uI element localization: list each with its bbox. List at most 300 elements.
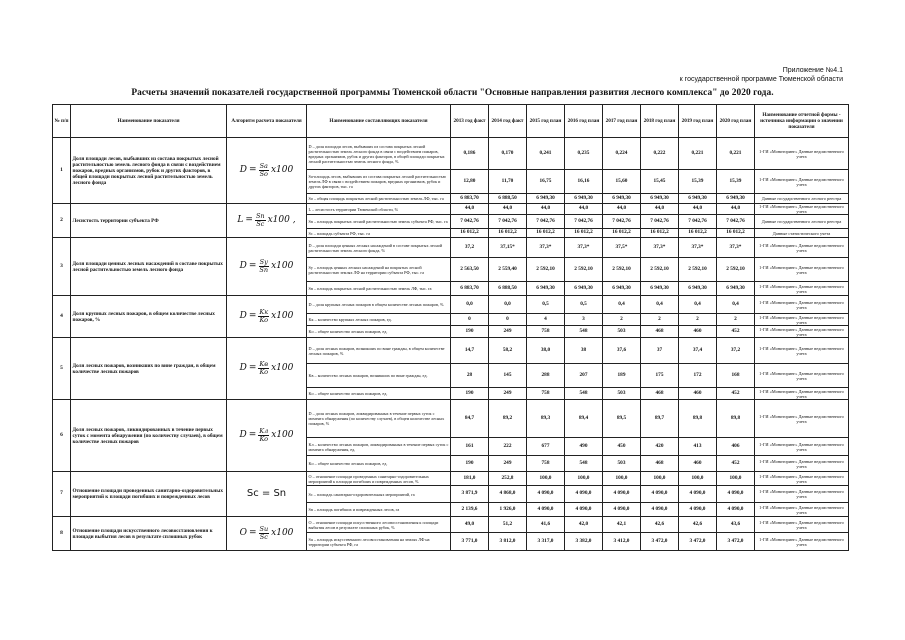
formula xyxy=(240,361,294,376)
formula-equals: = xyxy=(245,214,253,225)
value-cell: 6 949,30 xyxy=(527,282,565,296)
value-cell: 548 xyxy=(565,456,603,472)
value-cell: 16 012,2 xyxy=(527,229,565,238)
value-cell: 222 xyxy=(489,438,527,456)
value-cell: 89,8 xyxy=(717,400,755,438)
value-cell: 6 949,30 xyxy=(527,194,565,204)
value-cell: 89,8 xyxy=(679,400,717,438)
formula-numerator: Kв xyxy=(259,360,269,368)
value-cell: 2 xyxy=(641,314,679,326)
formula-fraction xyxy=(258,428,269,443)
source-form: 1-ГИ «Мониторинг» Данные ведомственного учета xyxy=(755,438,849,456)
header-num: № п/п xyxy=(53,105,71,138)
value-cell: 37,2 xyxy=(451,238,489,258)
formula-lhs: O xyxy=(239,527,247,538)
table-row xyxy=(53,338,849,364)
value-cell: 2 592,10 xyxy=(527,258,565,282)
value-cell: 0,4 xyxy=(603,296,641,314)
row-number: 7 xyxy=(53,472,71,517)
value-cell: 6 949,30 xyxy=(565,194,603,204)
value-cell: 161 xyxy=(451,438,489,456)
value-cell: 100,0 xyxy=(717,472,755,486)
formula-denominator: Sc xyxy=(259,533,268,541)
source-form: 1-ГИ «Мониторинг» Данные ведомственного учета xyxy=(755,338,849,364)
header-2018: 2018 год план xyxy=(641,105,679,138)
value-cell: 0,222 xyxy=(641,138,679,170)
algorithm-formula xyxy=(227,238,307,296)
source-form: 1-ГИ «Мониторинг» Данные ведомственного учета xyxy=(755,138,849,170)
source-form: 1-ГИ «Мониторинг» Данные ведомственного учета xyxy=(755,503,849,517)
header-2013: 2013 год факт xyxy=(451,105,489,138)
formula-denominator: Ko xyxy=(259,435,269,443)
value-cell: 44,0 xyxy=(451,204,489,215)
value-cell: 406 xyxy=(717,438,755,456)
value-cell: 100,0 xyxy=(565,472,603,486)
value-cell: 3 412,0 xyxy=(603,533,641,551)
value-cell: 16 012,2 xyxy=(717,229,755,238)
value-cell: 7 042,76 xyxy=(527,215,565,229)
value-cell: 420 xyxy=(641,438,679,456)
value-cell: 37,3* xyxy=(527,238,565,258)
value-cell: 4 090,0 xyxy=(717,503,755,517)
component-name: So – общая площадь покрытых лесной растительностью земель ЛФ, тыс. га xyxy=(307,194,451,204)
value-cell: 468 xyxy=(641,388,679,400)
indicator-name: Доля лесных пожаров, ликвидированных в течение первых суток с момента обнаружения (по количеству случаев), в общем количестве лесных пожаров xyxy=(71,400,227,472)
value-cell: 7 042,76 xyxy=(603,215,641,229)
component-name: O – отношение площади проведенных санитарно-оздоровительных мероприятий к площади погибших и поврежденных лесов, % xyxy=(307,472,451,486)
value-cell: 3 317,0 xyxy=(527,533,565,551)
formula-fraction xyxy=(259,526,270,541)
formula-lhs: D xyxy=(239,260,247,271)
formula-numerator: Sy xyxy=(259,258,268,266)
value-cell: 15,60 xyxy=(603,170,641,194)
algorithm-formula xyxy=(227,517,307,551)
algorithm-formula xyxy=(227,400,307,472)
formula-denominator: Ko xyxy=(259,316,269,324)
value-cell: 6 949,30 xyxy=(565,282,603,296)
value-cell: 44,0 xyxy=(565,204,603,215)
header-indicator: Наименование показателя xyxy=(71,105,227,138)
value-cell: 3 xyxy=(565,314,603,326)
value-cell: 6 949,30 xyxy=(679,194,717,204)
formula-fraction xyxy=(258,259,269,274)
source-form: 1-ГИ «Мониторинг» Данные ведомственного учета xyxy=(755,258,849,282)
value-cell: 413 xyxy=(679,438,717,456)
source-form: 1-ГИ «Мониторинг» Данные ведомственного учета xyxy=(755,296,849,314)
algorithm-formula xyxy=(227,296,307,338)
value-cell: 4 090,0 xyxy=(527,503,565,517)
formula-denominator: Ko xyxy=(259,368,269,376)
value-cell: 758 xyxy=(527,456,565,472)
formula-fraction xyxy=(258,361,269,376)
value-cell: 190 xyxy=(451,388,489,400)
source-form: Данные государственного лесного реестра xyxy=(755,215,849,229)
value-cell: 249 xyxy=(489,388,527,400)
value-cell: 4 090,0 xyxy=(641,486,679,503)
component-name: Sn – площадь покрытых лесной растительностью земель субъекта РФ, тыс. га xyxy=(307,215,451,229)
value-cell: 677 xyxy=(527,438,565,456)
value-cell: 0,186 xyxy=(451,138,489,170)
value-cell: 3 472,0 xyxy=(717,533,755,551)
value-cell: 84,7 xyxy=(451,400,489,438)
value-cell: 0,221 xyxy=(717,138,755,170)
value-cell: 249 xyxy=(489,456,527,472)
value-cell: 2 592,10 xyxy=(641,258,679,282)
value-cell: 452 xyxy=(717,456,755,472)
source-form: 1-ГИ «Мониторинг» Данные ведомственного учета xyxy=(755,517,849,533)
row-number: 2 xyxy=(53,204,71,238)
formula-equals: = xyxy=(248,260,257,271)
value-cell: 4 090,0 xyxy=(641,503,679,517)
value-cell: 4 090,0 xyxy=(717,486,755,503)
indicator-name: Доля лесных пожаров, возникших по вине граждан, в общем количестве лесных пожаров xyxy=(71,338,227,400)
value-cell: 6 949,30 xyxy=(717,282,755,296)
value-cell: 0,170 xyxy=(489,138,527,170)
component-name: O – отношение площади искусственного лесовосстановления к площади выбытия лесов в результате сплошных рубок, % xyxy=(307,517,451,533)
value-cell: 6 883,70 xyxy=(451,194,489,204)
value-cell: 16 012,2 xyxy=(641,229,679,238)
value-cell: 42,6 xyxy=(641,517,679,533)
value-cell: 37,4 xyxy=(679,338,717,364)
value-cell: 2 559,40 xyxy=(489,258,527,282)
value-cell: 758 xyxy=(527,388,565,400)
value-cell: 548 xyxy=(565,388,603,400)
value-cell: 2 563,50 xyxy=(451,258,489,282)
source-form: 1-ГИ «Мониторинг» Данные ведомственного учета xyxy=(755,472,849,486)
formula-multiplier: x100 xyxy=(271,527,294,538)
component-name: D – доля площади ценных лесных насаждений в составе покрытых лесной растительностью земель лесного фонда, % xyxy=(307,238,451,258)
component-name: Kв – количество лесных пожаров, возникших по вине граждан, ед. xyxy=(307,364,451,388)
component-name: Su – площадь искусственного лесовосстановления на землях ЛФ на территории субъекта РФ, га xyxy=(307,533,451,551)
value-cell: 2 592,10 xyxy=(679,258,717,282)
component-name: L – лесистость территории Тюменской области, % xyxy=(307,204,451,215)
value-cell: 7 042,76 xyxy=(451,215,489,229)
formula-multiplier: x100 xyxy=(271,362,294,373)
value-cell: 16 012,2 xyxy=(489,229,527,238)
value-cell: 44,0 xyxy=(641,204,679,215)
value-cell: 100,0 xyxy=(603,472,641,486)
value-cell: 6 949,30 xyxy=(603,194,641,204)
value-cell: 460 xyxy=(679,326,717,338)
header-components: Наименование составляющих показателя xyxy=(307,105,451,138)
formula-denominator: Sn xyxy=(259,266,269,274)
value-cell: 1 926,0 xyxy=(489,503,527,517)
formula xyxy=(240,163,293,178)
value-cell: 7 042,76 xyxy=(489,215,527,229)
value-cell: 6 888,50 xyxy=(489,282,527,296)
formula-numerator: Kл xyxy=(259,427,269,435)
header-2020: 2020 год план xyxy=(717,105,755,138)
formula-denominator: So xyxy=(259,170,268,178)
value-cell: 4 090,0 xyxy=(565,503,603,517)
value-cell: 503 xyxy=(603,388,641,400)
source-form: 1-ГИ «Мониторинг» Данные ведомственного учета xyxy=(755,314,849,326)
appendix-line-1: Приложение №4.1 xyxy=(782,67,843,74)
appendix-note xyxy=(680,66,843,84)
value-cell: 0,224 xyxy=(603,138,641,170)
formula-fraction xyxy=(259,163,269,178)
source-form: 1-ГИ «Мониторинг» Данные ведомственного учета xyxy=(755,326,849,338)
header-2016: 2016 год план xyxy=(565,105,603,138)
value-cell: 3 382,0 xyxy=(565,533,603,551)
value-cell: 42,1 xyxy=(603,517,641,533)
value-cell: 0,221 xyxy=(679,138,717,170)
value-cell: 4 xyxy=(527,314,565,326)
value-cell: 12,80 xyxy=(451,170,489,194)
formula-lhs: D xyxy=(239,362,247,373)
value-cell: 51,2 xyxy=(489,517,527,533)
value-cell: 37,2 xyxy=(717,338,755,364)
value-cell: 0,241 xyxy=(527,138,565,170)
value-cell: 7 042,76 xyxy=(641,215,679,229)
value-cell: 0,4 xyxy=(679,296,717,314)
row-number: 3 xyxy=(53,238,71,296)
value-cell: 252,8 xyxy=(489,472,527,486)
value-cell: 6 949,30 xyxy=(679,282,717,296)
value-cell: 89,5 xyxy=(603,400,641,438)
value-cell: 452 xyxy=(717,388,755,400)
value-cell: 89,7 xyxy=(641,400,679,438)
value-cell: 503 xyxy=(603,326,641,338)
source-form: 1-ГИ «Мониторинг» Данные ведомственного учета xyxy=(755,364,849,388)
value-cell: 468 xyxy=(641,326,679,338)
source-form: 1-ГИ «Мониторинг» Данные ведомственного учета xyxy=(755,456,849,472)
table-row xyxy=(53,138,849,170)
value-cell: 14,7 xyxy=(451,338,489,364)
value-cell: 89,2 xyxy=(489,400,527,438)
value-cell: 44,0 xyxy=(717,204,755,215)
formula xyxy=(240,526,294,541)
formula-numerator: Sa xyxy=(259,162,268,170)
value-cell: 15,45 xyxy=(641,170,679,194)
indicator-name: Доля крупных лесных пожаров, в общем количестве лесных пожаров, % xyxy=(71,296,227,338)
appendix-line-2: к государственной программе Тюменской области xyxy=(679,76,843,83)
value-cell: 38 xyxy=(565,338,603,364)
value-cell: 4 868,0 xyxy=(489,486,527,503)
value-cell: 16,16 xyxy=(565,170,603,194)
value-cell: 3 812,0 xyxy=(489,533,527,551)
source-form: 1-ГИ «Мониторинг» Данные ведомственного учета xyxy=(755,170,849,194)
value-cell: 43,6 xyxy=(717,517,755,533)
value-cell: 0 xyxy=(489,314,527,326)
component-name: Sy – площадь ценных лесных насаждений на покрытых лесной растительностью землях ЛФ на территории субъекта РФ, тыс. га xyxy=(307,258,451,282)
value-cell: 6 949,30 xyxy=(603,282,641,296)
value-cell: 37 xyxy=(641,338,679,364)
value-cell: 0,0 xyxy=(489,296,527,314)
value-cell: 548 xyxy=(565,326,603,338)
value-cell: 6 949,30 xyxy=(641,194,679,204)
algorithm-formula xyxy=(227,338,307,400)
value-cell: 758 xyxy=(527,326,565,338)
value-cell: 460 xyxy=(679,388,717,400)
value-cell: 37,3* xyxy=(641,238,679,258)
value-cell: 189 xyxy=(603,364,641,388)
value-cell: 16 012,2 xyxy=(679,229,717,238)
value-cell: 0,0 xyxy=(451,296,489,314)
row-number: 1 xyxy=(53,138,71,204)
component-name: Sc – площадь санитарно-оздоровительных мероприятий, га xyxy=(307,486,451,503)
value-cell: 41,6 xyxy=(527,517,565,533)
algorithm-formula xyxy=(227,138,307,204)
algorithm-formula xyxy=(227,204,307,238)
row-number: 5 xyxy=(53,338,71,400)
formula xyxy=(237,213,295,228)
value-cell: 2 592,10 xyxy=(717,258,755,282)
value-cell: 172 xyxy=(679,364,717,388)
component-name: Kл – количество лесных пожаров, ликвидированных в течение первых суток с момента обнаружения, ед. xyxy=(307,438,451,456)
value-cell: 16 012,2 xyxy=(451,229,489,238)
value-cell: 460 xyxy=(679,456,717,472)
component-name: Sc – площадь субъекта РФ, тыс. га xyxy=(307,229,451,238)
value-cell: 37,5* xyxy=(603,238,641,258)
formula-lhs: D xyxy=(239,429,247,440)
value-cell: 100,0 xyxy=(527,472,565,486)
formula-text: Sc = Sn xyxy=(246,487,287,499)
value-cell: 89,3 xyxy=(527,400,565,438)
value-cell: 16 012,2 xyxy=(603,229,641,238)
formula-lhs: L xyxy=(237,214,244,225)
indicators-table xyxy=(52,104,849,551)
value-cell: 490 xyxy=(565,438,603,456)
value-cell: 2 xyxy=(603,314,641,326)
component-name: Sa-площадь лесов, выбывших из состава покрытых лесной растительностью земель ЛФ в связи с воздействием пожаров, вредных организмов, рубок и других факторов, тыс. га xyxy=(307,170,451,194)
formula xyxy=(240,259,294,274)
indicator-name: Доля площади лесов, выбывших из состава покрытых лесной растительностью земель лесного фонда в связи с воздействием пожаров, вредных организмов, рубок и других факторов, в общей площади покрытых лесной растительностью земель лесного фонда xyxy=(71,138,227,204)
table-row xyxy=(53,517,849,533)
source-form: 1-ГИ «Мониторинг» Данные ведомственного учета xyxy=(755,400,849,438)
value-cell: 100,0 xyxy=(641,472,679,486)
value-cell: 181,0 xyxy=(451,472,489,486)
table-body xyxy=(53,138,849,551)
value-cell: 4 090,0 xyxy=(603,486,641,503)
indicator-name: Доля площади ценных лесных насаждений в составе покрытых лесной растительностью земель лесного фонда xyxy=(71,238,227,296)
component-name: Ko – общее количество лесных пожаров, ед. xyxy=(307,456,451,472)
value-cell: 7 042,76 xyxy=(565,215,603,229)
table-header-row xyxy=(53,105,849,138)
formula-equals: = xyxy=(248,527,257,538)
row-number: 6 xyxy=(53,400,71,472)
value-cell: 3 472,0 xyxy=(641,533,679,551)
formula-equals: = xyxy=(248,362,257,373)
component-name: D – доля площади лесов, выбывших из состава покрытых лесной растительностью земель лесного фонда в связи с воздействием пожаров, вредных организмов, рубок и других факторов, в общей площади покрытых лесной растительностью земель лесного фонда, % xyxy=(307,138,451,170)
value-cell: 0,4 xyxy=(717,296,755,314)
value-cell: 4 090,0 xyxy=(679,503,717,517)
value-cell: 89,4 xyxy=(565,400,603,438)
component-name: Sn – площадь погибших и поврежденных лесов, га xyxy=(307,503,451,517)
value-cell: 0,5 xyxy=(527,296,565,314)
formula xyxy=(240,309,294,324)
formula-denominator: Sc xyxy=(256,220,265,228)
formula xyxy=(239,428,293,443)
table-row xyxy=(53,204,849,215)
row-number: 4 xyxy=(53,296,71,338)
value-cell: 168 xyxy=(717,364,755,388)
formula-multiplier: x100 xyxy=(271,310,294,321)
formula-equals: = xyxy=(248,429,257,440)
indicator-name: Отношение площади проведенных санитарно-оздоровительных мероприятий к площади погибших и поврежденных лесов xyxy=(71,472,227,517)
source-form: Данные статистического учета xyxy=(755,229,849,238)
value-cell: 4 090,0 xyxy=(603,503,641,517)
component-name: D – доля лесных пожаров, возникших по вине граждан, в общем количестве лесных пожаров, % xyxy=(307,338,451,364)
value-cell: 6 949,30 xyxy=(717,194,755,204)
value-cell: 16,75 xyxy=(527,170,565,194)
value-cell: 15,39 xyxy=(717,170,755,194)
component-name: Ko – общее количество лесных пожаров, ед. xyxy=(307,326,451,338)
header-2015: 2015 год план xyxy=(527,105,565,138)
value-cell: 0,4 xyxy=(641,296,679,314)
value-cell: 503 xyxy=(603,456,641,472)
header-2019: 2019 год план xyxy=(679,105,717,138)
document-title: Расчеты значений показателей государственной программы Тюменской области "Основные направления развития лесного комплекса" до 2020 года. xyxy=(131,88,774,98)
value-cell: 7 042,76 xyxy=(679,215,717,229)
indicator-name: Лесистость территории субъекта РФ xyxy=(71,204,227,238)
value-cell: 4 090,0 xyxy=(679,486,717,503)
header-2014: 2014 год факт xyxy=(489,105,527,138)
formula-equals: = xyxy=(249,164,257,175)
value-cell: 44,0 xyxy=(603,204,641,215)
value-cell: 42,6 xyxy=(679,517,717,533)
value-cell: 38,0 xyxy=(527,338,565,364)
value-cell: 452 xyxy=(717,326,755,338)
value-cell: 44,0 xyxy=(527,204,565,215)
formula-multiplier: x100 xyxy=(271,260,294,271)
value-cell: 4 090,0 xyxy=(527,486,565,503)
value-cell: 2 139,6 xyxy=(451,503,489,517)
value-cell: 37,3* xyxy=(565,238,603,258)
row-number: 8 xyxy=(53,517,71,551)
value-cell: 190 xyxy=(451,326,489,338)
value-cell: 16 012,2 xyxy=(565,229,603,238)
value-cell: 3 871,9 xyxy=(451,486,489,503)
formula-numerator: Kк xyxy=(259,308,269,316)
value-cell: 207 xyxy=(565,364,603,388)
value-cell: 4 090,0 xyxy=(565,486,603,503)
component-name: Ko – общее количество лесных пожаров, ед. xyxy=(307,388,451,400)
value-cell: 100,0 xyxy=(679,472,717,486)
value-cell: 288 xyxy=(527,364,565,388)
value-cell: 2 xyxy=(679,314,717,326)
source-form: 1-ГИ «Мониторинг» Данные ведомственного учета xyxy=(755,204,849,215)
value-cell: 58,2 xyxy=(489,338,527,364)
formula-numerator: Su xyxy=(259,525,269,533)
value-cell: 37,15* xyxy=(489,238,527,258)
value-cell: 0 xyxy=(451,314,489,326)
value-cell: 28 xyxy=(451,364,489,388)
value-cell: 49,0 xyxy=(451,517,489,533)
source-form: 1-ГИ «Мониторинг» Данные ведомственного учета xyxy=(755,388,849,400)
value-cell: 190 xyxy=(451,456,489,472)
value-cell: 44,0 xyxy=(489,204,527,215)
value-cell: 7 042,76 xyxy=(717,215,755,229)
value-cell: 3 472,0 xyxy=(679,533,717,551)
value-cell: 11,70 xyxy=(489,170,527,194)
value-cell: 3 771,0 xyxy=(451,533,489,551)
source-form: 1-ГИ «Мониторинг» Данные ведомственного учета xyxy=(755,238,849,258)
formula-multiplier: x100 xyxy=(270,164,294,175)
value-cell: 44,0 xyxy=(679,204,717,215)
value-cell: 249 xyxy=(489,326,527,338)
value-cell: 6 949,30 xyxy=(641,282,679,296)
component-name: D – доля крупных лесных пожаров в общем количестве лесных пожаров, % xyxy=(307,296,451,314)
value-cell: 6 888,50 xyxy=(489,194,527,204)
indicator-name: Отношение площади искусственного лесовосстановления к площади выбытия лесов в результате сплошных рубок xyxy=(71,517,227,551)
value-cell: 450 xyxy=(603,438,641,456)
value-cell: 175 xyxy=(641,364,679,388)
source-form: 1-ГИ «Мониторинг» Данные ведомственного учета xyxy=(755,533,849,551)
table-row xyxy=(53,472,849,486)
formula-numerator: Sn xyxy=(255,212,265,220)
header-2017: 2017 год план xyxy=(603,105,641,138)
